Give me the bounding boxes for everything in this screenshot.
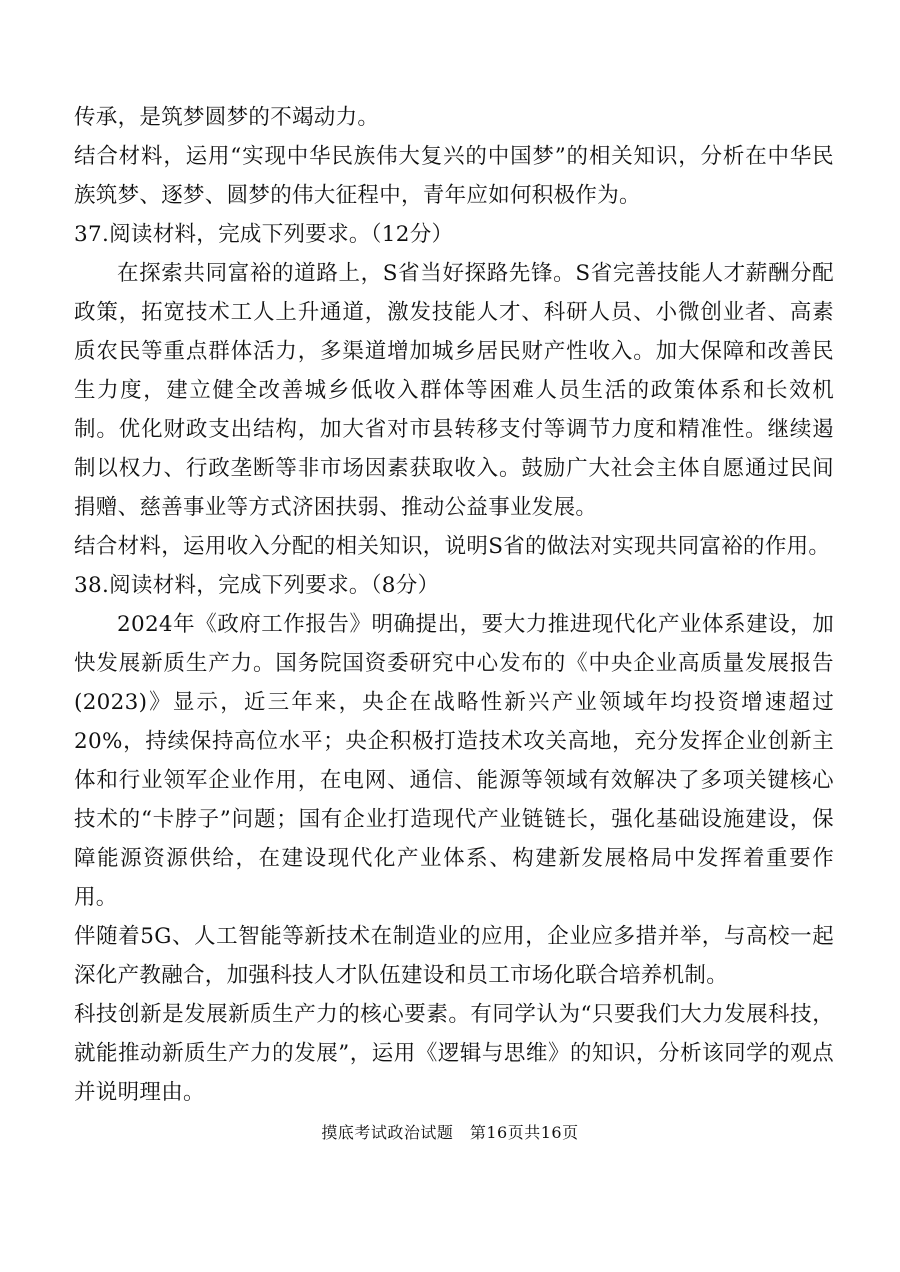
question-38-material: 2024年《政府工作报告》明确提出，要大力推进现代化产业体系建设，加快发展新质生产力。国务院国资委研究中心发布的《中央企业高质量发展报告(2023)》显示，近三年来，央企在战略性新兴产业领域年均投资增速超过20%，持续保持高位水平；央企积极打造技术攻关高地，充分发挥企业创新主体和行业领军企业作用，在电网、通信、能源等领域有效解决了多项关键核心技术的“卡脖子”问题；国有企业打造现代产业链链长，强化基础设施建设，保障能源资源供给，在建设现代化产业体系、构建新发展格局中发挥着重要作用。 xyxy=(74,612,834,910)
question-38-heading: 38.阅读材料，完成下列要求。（8分） xyxy=(74,573,440,598)
question-38-subquestion-1: 伴随着5G、人工智能等新技术在制造业的应用，企业应多措并举，与高校一起深化产教融合，加强科技人才队伍建设和员工市场化联合培养机制。 xyxy=(74,924,834,988)
question-37-material: 在探索共同富裕的道路上，S省当好探路先锋。S省完善技能人才薪酬分配政策，拓宽技术工人上升通道，激发技能人才、科研人员、小微创业者、高素质农民等重点群体活力，多渠道增加城乡居民财产性收入。加大保障和改善民生力度，建立健全改善城乡低收入群体等困难人员生活的政策体系和长效机制。优化财政支出结构，加大省对市县转移支付等调节力度和精准性。继续遏制以权力、行政垄断等非市场因素获取收入。鼓励广大社会主体自愿通过民间捐赠、慈善事业等方式济困扶弱、推动公益事业发展。 xyxy=(74,261,834,520)
question-37-prompt: 结合材料，运用收入分配的相关知识，说明S省的做法对实现共同富裕的作用。 xyxy=(74,534,831,559)
question-content xyxy=(74,98,834,1112)
question-37-heading: 37.阅读材料，完成下列要求。（12分） xyxy=(74,222,454,247)
question-36-prompt: 结合材料，运用“实现中华民族伟大复兴的中国梦”的相关知识，分析在中华民族筑梦、逐梦、圆梦的伟大征程中，青年应如何积极作为。 xyxy=(74,144,834,208)
paragraph-inheritance-conclusion: 传承，是筑梦圆梦的不竭动力。 xyxy=(74,105,380,130)
question-38-subquestion-2: 科技创新是发展新质生产力的核心要素。有同学认为“只要我们大力发展科技，就能推动新质生产力的发展”，运用《逻辑与思维》的知识，分析该同学的观点并说明理由。 xyxy=(74,1002,834,1105)
page-footer: 摸底考试政治试题 第16页共16页 xyxy=(321,1123,579,1142)
